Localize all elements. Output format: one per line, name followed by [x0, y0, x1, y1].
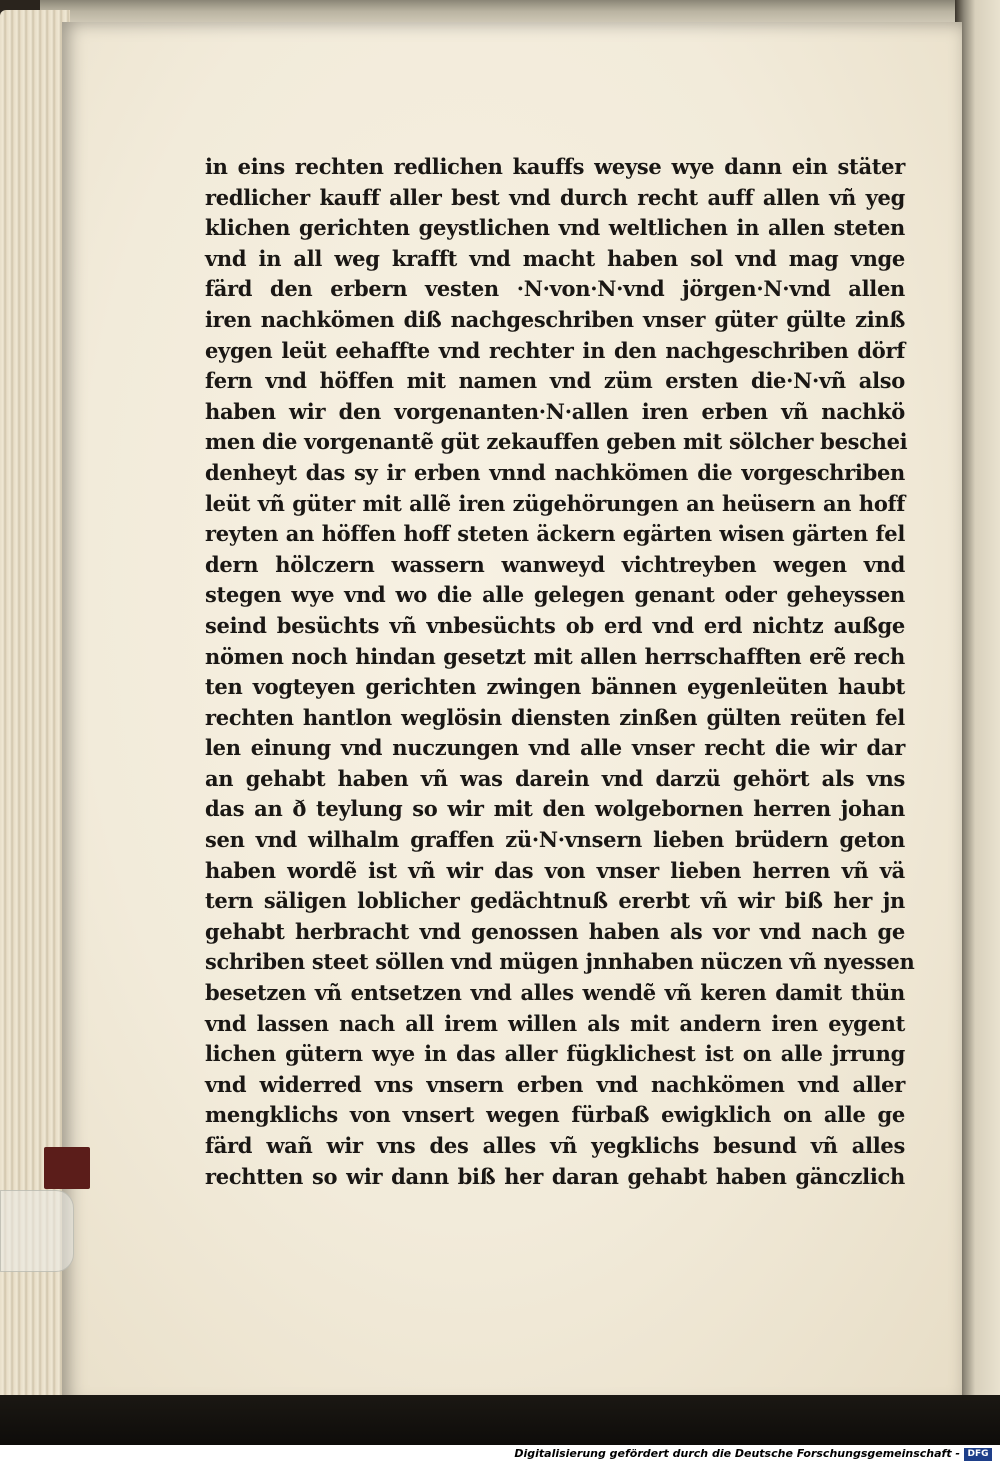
text-line: mengklichs von vnsert wegen fürbaß ewigklich on alle ge: [205, 1102, 905, 1128]
text-line: dern hölczern wassern wanweyd vichtreyben wegen vnd: [205, 551, 905, 577]
text-line: lichen gütern wye in das aller fügklichest ist on alle jrrung: [205, 1041, 905, 1067]
ribbon-marker: [44, 1147, 90, 1189]
page-text-block: [205, 152, 915, 1192]
text-line: vnd lassen nach all irem willen als mit andern iren eygent: [205, 1010, 905, 1036]
text-line: haben wir den vorgenanten·N·allen iren erben vñ nachkö: [205, 398, 905, 424]
text-line: vnd widerred vns vnsern erben vnd nachkömen vnd aller: [205, 1071, 905, 1097]
text-line: reyten an höffen hoff steten äckern egärten wisen gärten fel: [205, 521, 905, 547]
text-line: schriben steet söllen vnd mügen jnnhaben nüczen vñ nyessen: [205, 949, 915, 975]
text-line: an gehabt haben vñ was darein vnd darzü gehört als vns: [205, 765, 905, 791]
text-line: in eins rechten redlichen kauffs weyse wye dann ein stäter: [205, 154, 905, 179]
text-line: tern säligen loblicher gedächtnuß ererbt vñ wir biß her jn: [205, 888, 905, 914]
text-line: redlicher kauff aller best vnd durch recht auff allen vñ yeg: [205, 184, 905, 210]
text-line: rechtten so wir dann biß her daran gehabt haben gänczlich: [205, 1163, 905, 1189]
text-line: ten vogteyen gerichten zwingen bännen eygenleüten haubt: [205, 674, 905, 700]
text-line: sen vnd wilhalm graffen zü·N·vnsern lieben brüdern geton: [205, 827, 905, 853]
text-line: gehabt herbracht vnd genossen haben als vor vnd nach ge: [205, 918, 905, 944]
footer-credit: Digitalisierung gefördert durch die Deutsche Forschungsgemeinschaft -: [514, 1447, 960, 1460]
text-line: färd den erbern vesten ·N·von·N·vnd jörgen·N·vnd allen: [205, 276, 905, 302]
text-line: färd wañ wir vns des alles vñ yegklichs besund vñ alles: [205, 1133, 905, 1158]
text-line: besetzen vñ entsetzen vnd alles wendẽ vñ keren damit thün: [205, 980, 905, 1006]
text-line: iren nachkömen diß nachgeschriben vnser güter gülte zinß: [205, 306, 905, 332]
text-line: klichen gerichten geystlichen vnd weltlichen in allen steten: [205, 215, 905, 241]
text-line: len einung vnd nuczungen vnd alle vnser recht die wir dar: [205, 735, 905, 761]
text-line: denheyt das sy ir erben vnnd nachkömen die vorgeschriben: [205, 459, 905, 485]
scan-bottom-border: [0, 1395, 1000, 1445]
page-clip: [0, 1190, 74, 1272]
dfg-logo-icon: DFG: [964, 1448, 992, 1461]
text-line: eygen leüt eehaffte vnd rechter in den nachgeschriben dörf: [205, 337, 905, 363]
text-line: das an ð teylung so wir mit den wolgebornen herren johan: [205, 796, 905, 822]
footer-bar: [0, 1445, 1000, 1465]
text-line: seind besüchts vñ vnbesüchts ob erd vnd erd nichtz außge: [205, 612, 905, 638]
text-line: nömen noch hindan gesetzt mit allen herrschafften erẽ rech: [205, 643, 905, 669]
text-line: fern vnd höffen mit namen vnd züm ersten die·N·vñ also: [205, 368, 905, 394]
text-line: haben wordẽ ist vñ wir das von vnser lieben herren vñ vä: [205, 857, 905, 883]
text-line: stegen wye vnd wo die alle gelegen genant oder geheyssen: [205, 582, 905, 608]
text-line: vnd in all weg krafft vnd macht haben sol vnd mag vnge: [205, 245, 905, 271]
text-line: men die vorgenantẽ güt zekauffen geben mit sölcher beschei: [205, 429, 908, 455]
text-line: leüt vñ güter mit allẽ iren zügehörungen an heüsern an hoff: [205, 490, 905, 516]
text-line: rechten hantlon weglösin diensten zinßen gülten reüten fel: [205, 704, 905, 730]
